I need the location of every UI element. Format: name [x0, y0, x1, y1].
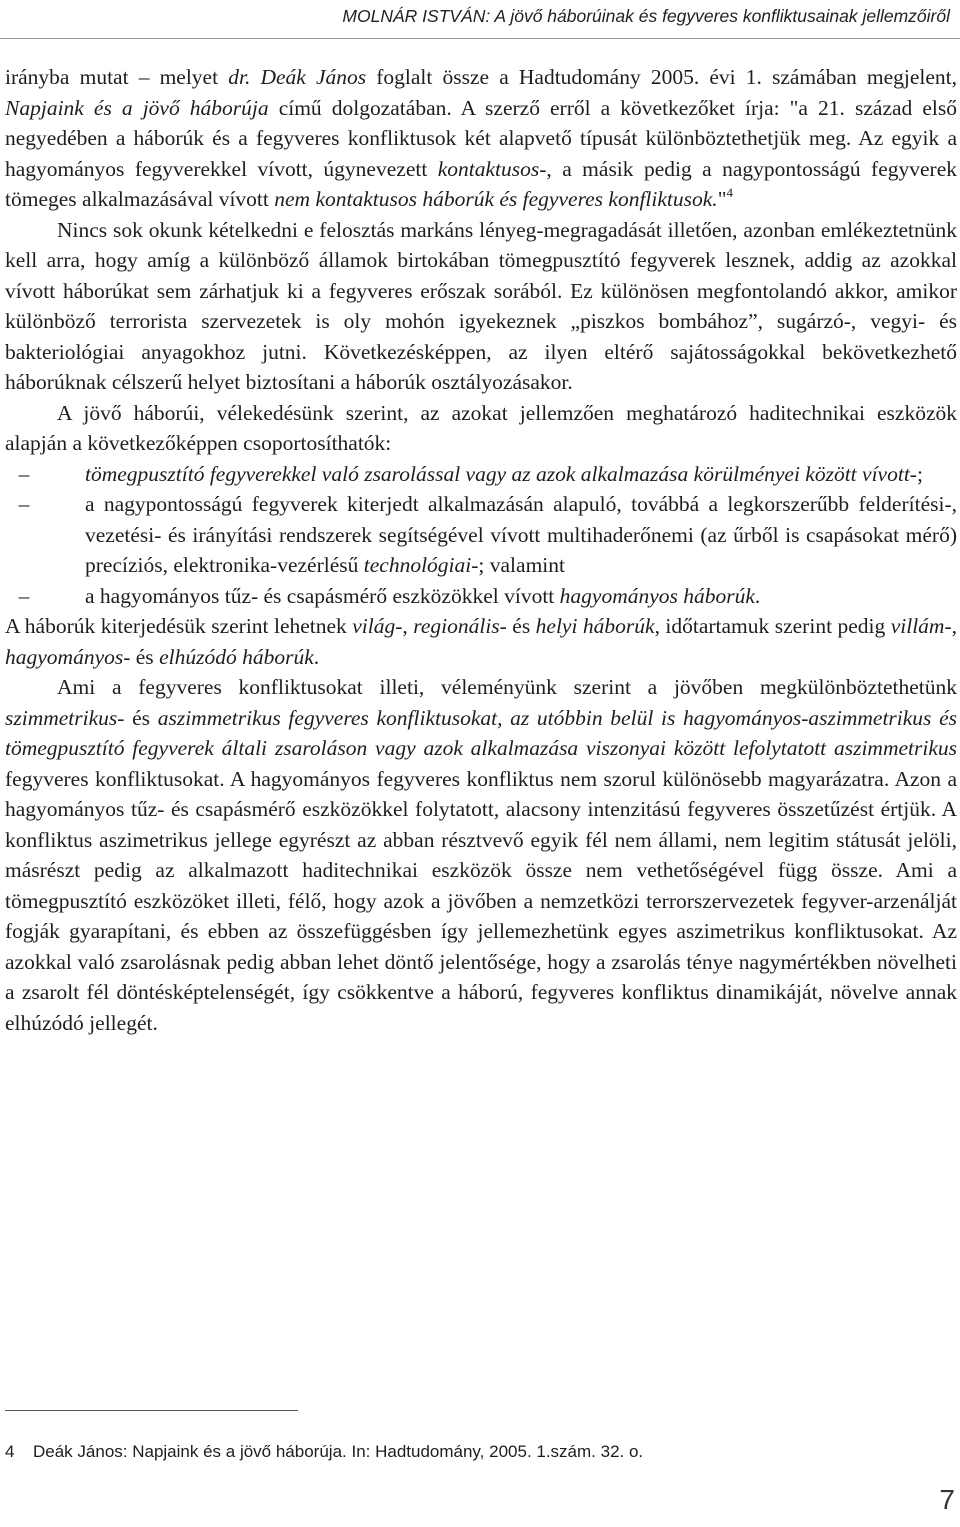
- list-item: – a nagypontosságú fegyverek kiterjedt alkalmazásán alapuló, továbbá a legkorszerűbb felderítési-, vezetési- és irányítási rendszerek segítségével vívott multihaderőnemi (az űrből is csapásokat mérő) precíziós, elektronika-vezérlésű technológiai-; valamint: [18, 492, 957, 577]
- body-text: [5, 62, 957, 1038]
- footnote: [5, 1442, 945, 1462]
- page-number: 7: [939, 1484, 955, 1515]
- paragraph-2: Nincs sok okunk kételkedni e felosztás markáns lényeg-megragadását illetően, azonban emlékeztetnünk kell arra, hogy amíg a különböző államok birtokában tömegpusztító fegyverek lesznek, addig az azokkal vívott háborúkat sem zárhatjuk ki a fegyveres erőszak sorából. Ez különösen megfontolandó akkor, amikor különböző terrorista szervezetek is oly mohón igyekeznek „piszkos bombához”, sugárzó-, vegyi- és bakteriológiai anyagokhoz jutni. Következésképpen, az ilyen eltérő sajátosságokkal bekövetkezhető háborúknak célszerű helyet biztosítani a háborúk osztályozásakor.: [5, 217, 957, 394]
- footnote-text: Deák János: Napjaink és a jövő háborúja. In: Hadtudomány, 2005. 1.szám. 32. o.: [33, 1442, 644, 1461]
- running-header: MOLNÁR ISTVÁN: A jövő háborúinak és fegyveres konfliktusainak jellemzőiről: [342, 6, 950, 26]
- paragraph-1: irányba mutat – melyet dr. Deák János foglalt össze a Hadtudomány 2005. évi 1. számában megjelent, Napjaink és a jövő háborúja című dolgozatában. A szerző erről a következőket írja: "a 21. század első negyedében a háborúk és a fegyveres konfliktusok két alapvető típusát különböztethetjük meg. Az egyik a hagyományos fegyverekkel vívott, úgynevezett kontaktusos-, a másik pedig a nagypontosságú fegyverek tömeges alkalmazásával vívott nem kontaktusos háborúk és fegyveres konfliktusok."$^4$: [5, 65, 958, 211]
- paragraph-3: A jövő háborúi, vélekedésünk szerint, az azokat jellemzően meghatározó haditechnikai eszközök alapján a következőképpen csoportosíthatók:: [5, 400, 957, 455]
- footnote-ref[interactable]: 4: [726, 185, 733, 200]
- header-rule: [0, 38, 960, 39]
- paragraph-4: A háborúk kiterjedésük szerint lehetnek világ-, regionális- és helyi háborúk, időtartamuk szerint pedig villám-, hagyományos- és elhúzódó háborúk.: [5, 614, 958, 669]
- footnote-number: 4: [5, 1442, 15, 1461]
- paragraph-5: Ami a fegyveres konfliktusokat illeti, véleményünk szerint a jövőben megkülönböztethetünk szimmetrikus- és aszimmetrikus fegyveres konfliktusokat, az utóbbin belül is hagyományos-aszimmetrikus és tömegpusztító fegyverek általi zsaroláson vagy azok alkalmazása viszonyai között lefolytatott aszimmetrikus fegyveres konfliktusokat. A hagyományos fegyveres konfliktus nem szorul különösebb magyarázatra. Azon a hagyományos tűz- és csapásmérő eszközökkel folytatott, alacsony intenzitású fegyveres összetűzést értjük. A konfliktus aszimetrikus jellege egyrészt az abban résztvevő egyik fél nem állami, nem legitim státusát jelöli, másrészt pedig az alkalmazott haditechnikai eszközök össze nem vethetőségével függ össze. Ami a tömegpusztító eszközöket illeti, félő, hogy azok a jövőben a nemzetközi terrorszervezetek fegyver-arzenálját fogják gyarapítani, és ebben az összefüggésben így jellemezhetünk egyes aszimetrikus konfliktusokat. Az azokkal való zsarolásnak pedig abban lehet döntő jelentősége, hogy a zsarolás ténye nagymértékben növelheti a zsarolt fél döntésképtelenségét, így csökkentve a háború, fegyveres konfliktus dinamikáját, növelve annak elhúzódó jellegét.: [5, 675, 957, 1035]
- list-item: – tömegpusztító fegyverekkel való zsarolással vagy az azok alkalmazása körülményei között vívott-;: [18, 461, 923, 486]
- list-item: – a hagyományos tűz- és csapásmérő eszközökkel vívott hagyományos háborúk.: [18, 583, 761, 608]
- footnote-rule: [5, 1410, 298, 1411]
